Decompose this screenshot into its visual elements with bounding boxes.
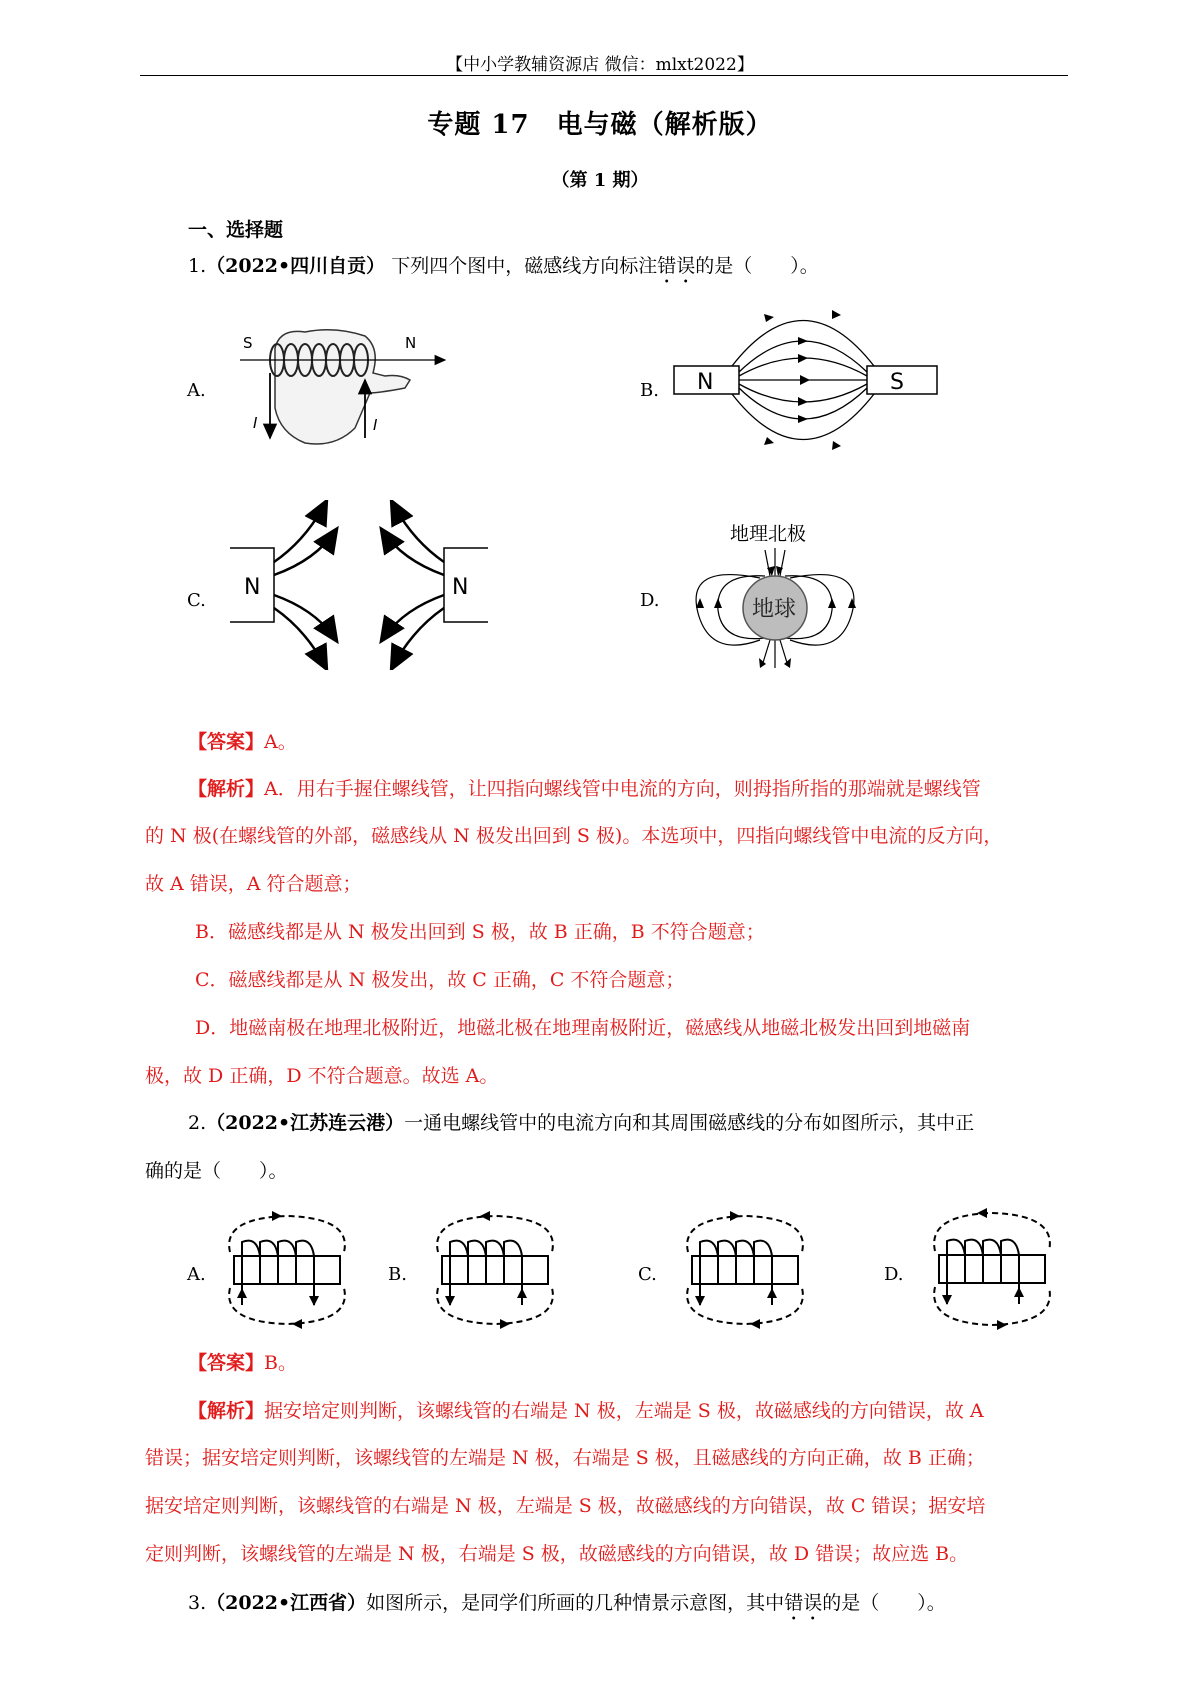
- question-text: 一通电螺线管中的电流方向和其周围磁感线的分布如图所示，其中正: [404, 1112, 975, 1134]
- q1-analysis-line-2: 的 N 极(在螺线管的外部，磁感线从 N 极发出回到 S 极)。本选项中，四指向螺线管中电流的反方向，: [145, 825, 1003, 847]
- q2-answer: [188, 1349, 297, 1377]
- q1-analysis-line-6: D．地磁南极在地理北极附近，地磁北极在地理南极附近，磁感线从地磁北极发出回到地磁南: [195, 1017, 971, 1039]
- q1-answer: [188, 728, 297, 756]
- question-number: 1.: [188, 255, 207, 277]
- document-title: 专题 17 电与磁（解析版）: [427, 110, 773, 140]
- analysis-tag: 【解析】: [188, 1400, 265, 1422]
- question-emphasis: 错误: [784, 1592, 823, 1614]
- question-text-end: 的是（ ）。: [822, 1592, 946, 1614]
- q1-analysis-line-4: B．磁感线都是从 N 极发出回到 S 极，故 B 正确，B 不符合题意；: [195, 921, 765, 943]
- option-b-label: B.: [640, 380, 659, 401]
- q1-analysis-line-5: C．磁感线都是从 N 极发出，故 C 正确，C 不符合题意；: [195, 969, 685, 991]
- question-number: 3.: [188, 1592, 207, 1614]
- label-s: S: [243, 334, 253, 352]
- solenoid-figure-b: [420, 1210, 570, 1330]
- question-number: 2.: [188, 1112, 207, 1134]
- analysis-text: 据安培定则判断，该螺线管的右端是 N 极，左端是 S 极，故磁感线的方向错误，故 A: [264, 1400, 984, 1422]
- question-2-stem-line-2: 确的是（ ）。: [145, 1160, 288, 1182]
- earth-label: 地球: [752, 597, 797, 622]
- geo-north-label: 地理北极: [730, 523, 807, 545]
- label-n: N: [405, 334, 417, 352]
- header-divider: [140, 75, 1068, 76]
- q1-analysis-line-7: 极，故 D 正确，D 不符合题意。故选 A。: [145, 1065, 499, 1087]
- figure-two-n-poles: [226, 500, 491, 670]
- pole-n-right: N: [452, 575, 469, 600]
- figure-bar-magnet: [672, 300, 942, 470]
- pole-n-left: N: [244, 575, 261, 600]
- question-1-stem: [188, 252, 819, 288]
- section-heading: 一、选择题: [188, 219, 284, 241]
- q2-option-b-label: B.: [388, 1264, 407, 1285]
- analysis-tag: 【解析】: [188, 778, 265, 800]
- q2-analysis-line-1: [188, 1397, 984, 1425]
- label-current-right: I: [373, 416, 378, 434]
- figure-earth-field: [690, 518, 865, 678]
- q2-analysis-line-4: 定则判断，该螺线管的左端是 N 极，右端是 S 极，故磁感线的方向错误，故 D 错误；故应选 B。: [145, 1543, 969, 1565]
- label-current-left: I: [253, 414, 258, 432]
- option-a-label: A.: [187, 380, 206, 401]
- question-source: （2022•四川自贡）: [206, 255, 386, 277]
- analysis-text: A．用右手握住螺线管，让四指向螺线管中电流的方向，则拇指所指的那端就是螺线管: [264, 778, 981, 800]
- q1-analysis-line-3: 故 A 错误，A 符合题意；: [145, 873, 362, 895]
- option-d-label: D.: [640, 590, 660, 611]
- q2-option-c-label: C.: [638, 1264, 657, 1285]
- question-source: （2022•江西省）: [206, 1592, 367, 1614]
- solenoid-figure-a: [212, 1210, 362, 1330]
- magnet-n-label: N: [697, 370, 714, 395]
- answer-tag: 【答案】: [188, 1352, 265, 1374]
- q2-analysis-line-2: 错误；据安培定则判断，该螺线管的左端是 N 极，右端是 S 极，且磁感线的方向正确，故 B 正确；: [145, 1447, 985, 1469]
- option-c-label: C.: [187, 590, 206, 611]
- solenoid-figure-c: [670, 1210, 820, 1330]
- magnet-s-label: S: [890, 370, 904, 395]
- document-subtitle: （第 1 期）: [551, 170, 649, 191]
- question-text-end: 的是（ ）。: [695, 255, 819, 277]
- question-emphasis: 错误: [657, 255, 696, 277]
- answer-tag: 【答案】: [188, 731, 265, 753]
- question-2-stem: [188, 1109, 974, 1137]
- question-text: 下列四个图中，磁感线方向标注: [391, 255, 658, 277]
- figure-hand-coil: [235, 318, 450, 468]
- answer-value: B。: [264, 1352, 297, 1374]
- page-header: 【中小学教辅资源店 微信：mlxt2022】: [446, 55, 754, 75]
- q2-analysis-line-3: 据安培定则判断，该螺线管的右端是 N 极，左端是 S 极，故磁感线的方向错误，故 C 错误；据安培: [145, 1495, 986, 1517]
- q2-option-a-label: A.: [187, 1264, 206, 1285]
- question-source: （2022•江苏连云港）: [206, 1112, 405, 1134]
- q1-analysis-line-1: [188, 775, 981, 803]
- question-text: 如图所示，是同学们所画的几种情景示意图，其中: [366, 1592, 785, 1614]
- q2-option-d-label: D.: [884, 1264, 904, 1285]
- answer-value: A。: [264, 731, 297, 753]
- solenoid-figure-d: [917, 1205, 1067, 1330]
- question-3-stem: [188, 1589, 946, 1625]
